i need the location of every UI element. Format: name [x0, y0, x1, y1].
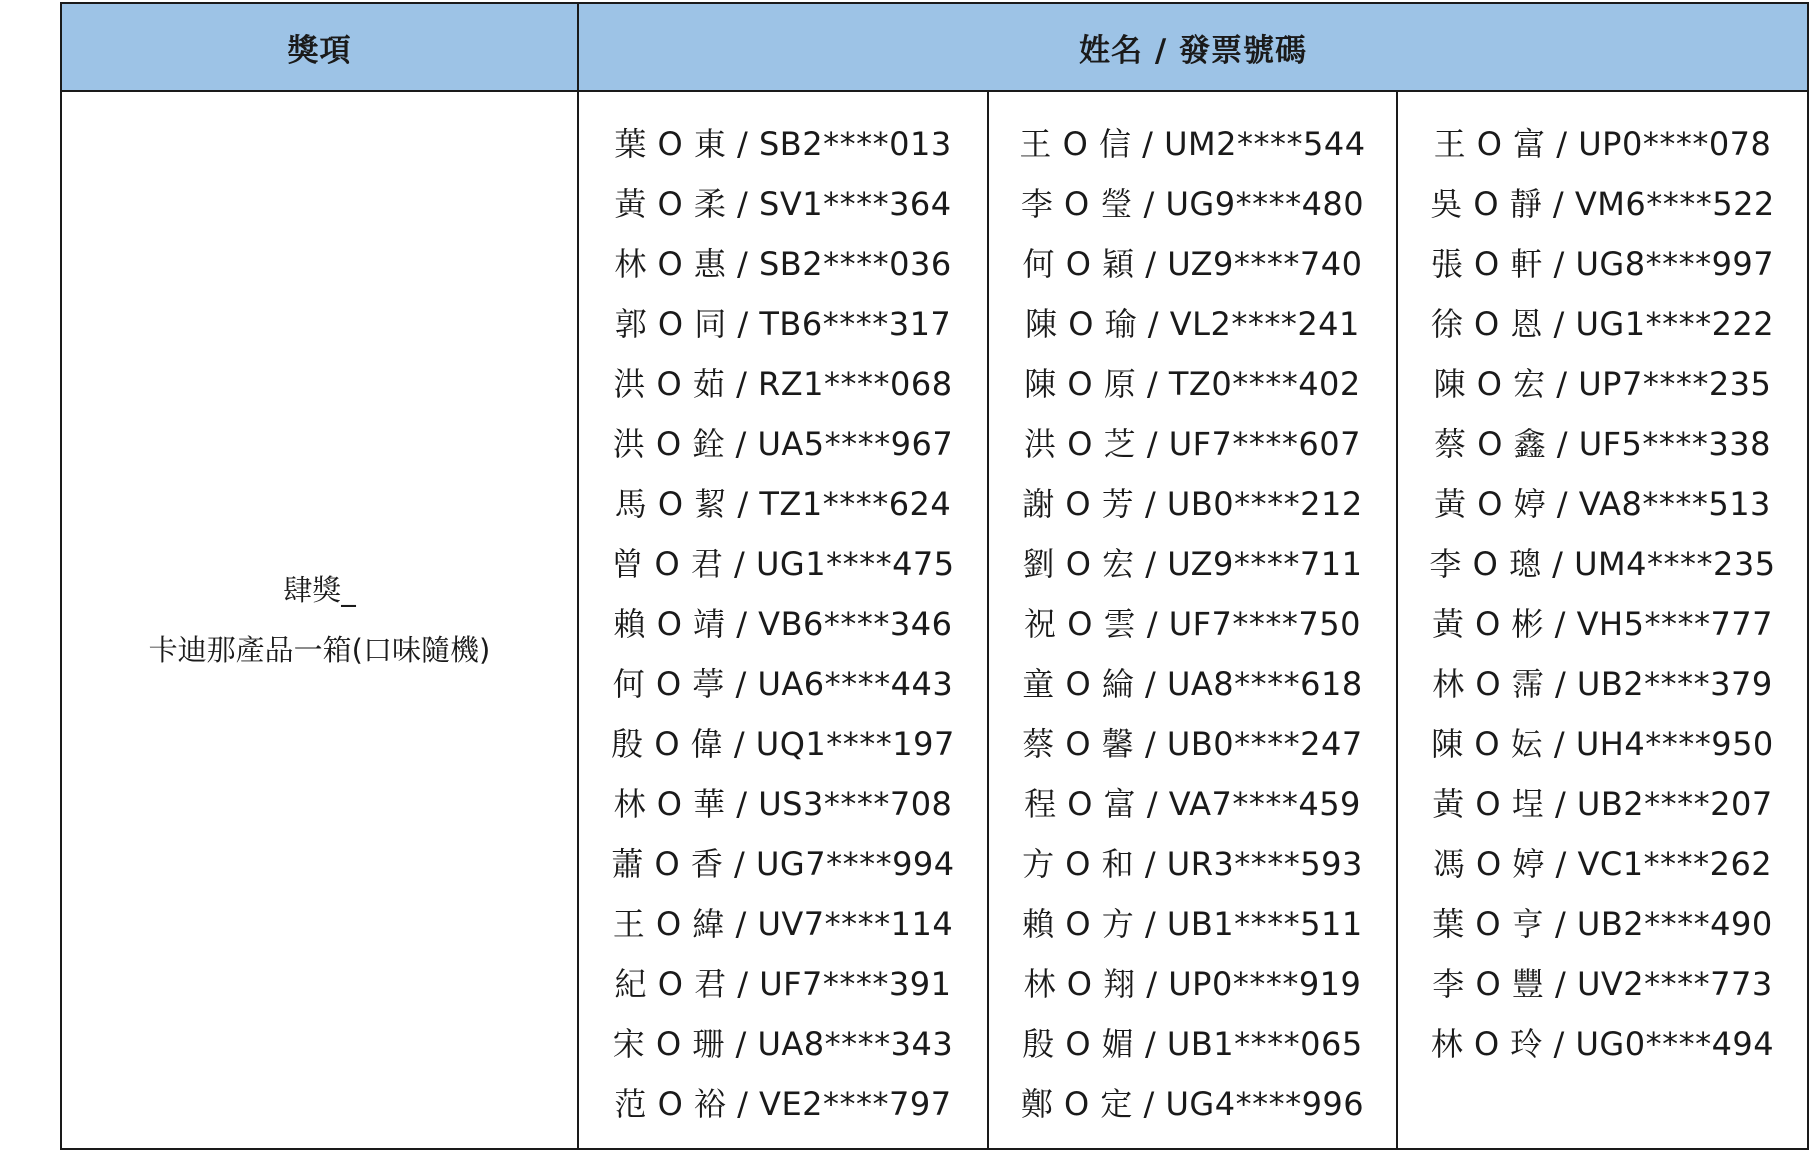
- winner-column-1: [579, 92, 989, 1148]
- winner-entry: 蔡 O 鑫 / UF5****338: [1434, 425, 1771, 463]
- winner-entry: 陳 O 瑜 / VL2****241: [1025, 305, 1360, 343]
- header-winners: 姓名 / 發票號碼: [1079, 32, 1307, 69]
- winner-entry: 馬 O 絜 / TZ1****624: [614, 485, 952, 523]
- winner-entry: 洪 O 茹 / RZ1****068: [613, 365, 953, 403]
- winner-entry: 程 O 富 / VA7****459: [1024, 785, 1361, 823]
- winner-entry: 林 O 霈 / UB2****379: [1432, 665, 1773, 703]
- winner-entry: 祝 O 雲 / UF7****750: [1024, 605, 1361, 643]
- winner-entry: 陳 O 宏 / UP7****235: [1433, 365, 1772, 403]
- winner-entry: 洪 O 芝 / UF7****607: [1024, 425, 1361, 463]
- winner-entry: 林 O 華 / US3****708: [613, 785, 953, 823]
- winner-entry: 何 O 穎 / UZ9****740: [1022, 245, 1363, 283]
- winner-entry: 宋 O 珊 / UA8****343: [612, 1025, 954, 1063]
- winner-entry: 童 O 綸 / UA8****618: [1022, 665, 1363, 703]
- winner-entry: 王 O 緯 / UV7****114: [612, 905, 954, 943]
- winner-entry: 鄭 O 定 / UG4****996: [1020, 1085, 1365, 1123]
- winner-entry: 蕭 O 香 / UG7****994: [611, 845, 955, 883]
- prize-description: 卡迪那產品一箱(口味隨機): [148, 633, 491, 667]
- winner-entry: 蔡 O 馨 / UB0****247: [1022, 725, 1363, 763]
- winner-entry: 李 O 璁 / UM4****235: [1429, 545, 1776, 583]
- winner-entry: 洪 O 銓 / UA5****967: [612, 425, 954, 463]
- winner-entry: 范 O 裕 / VE2****797: [614, 1085, 952, 1123]
- winner-entry: 謝 O 芳 / UB0****212: [1022, 485, 1363, 523]
- winner-entry: 黃 O 埕 / UB2****207: [1432, 785, 1773, 823]
- winner-entry: 賴 O 方 / UB1****511: [1022, 905, 1363, 943]
- winner-entry: 林 O 翔 / UP0****919: [1023, 965, 1362, 1003]
- winner-entry: 馮 O 婷 / VC1****262: [1432, 845, 1773, 883]
- winner-entry: 王 O 信 / UM2****544: [1019, 125, 1366, 163]
- winner-entry: 何 O 葶 / UA6****443: [612, 665, 954, 703]
- winner-entry: 殷 O 偉 / UQ1****197: [611, 725, 955, 763]
- winner-entry: 陳 O 原 / TZ0****402: [1024, 365, 1361, 403]
- table-body: [62, 92, 1807, 1148]
- winner-entry: 王 O 富 / UP0****078: [1433, 125, 1772, 163]
- winner-entry: 林 O 惠 / SB2****036: [614, 245, 952, 283]
- winner-entry: 李 O 瑩 / UG9****480: [1020, 185, 1365, 223]
- winner-entry: 黃 O 婷 / VA8****513: [1434, 485, 1771, 523]
- winner-entry: 葉 O 亨 / UB2****490: [1432, 905, 1773, 943]
- winner-entry: 殷 O 媚 / UB1****065: [1022, 1025, 1363, 1063]
- winner-entry: 黃 O 柔 / SV1****364: [614, 185, 952, 223]
- winner-entry: 黃 O 彬 / VH5****777: [1431, 605, 1774, 643]
- winner-entry: 葉 O 東 / SB2****013: [614, 125, 952, 163]
- winner-entry: 李 O 豐 / UV2****773: [1432, 965, 1773, 1003]
- table-header: [62, 4, 1807, 92]
- winner-entry: 郭 O 同 / TB6****317: [614, 305, 952, 343]
- winner-entry: 紀 O 君 / UF7****391: [614, 965, 952, 1003]
- winner-entry: 張 O 軒 / UG8****997: [1430, 245, 1775, 283]
- winner-entry: 吳 O 靜 / VM6****522: [1430, 185, 1775, 223]
- winner-entry: 方 O 和 / UR3****593: [1022, 845, 1363, 883]
- winner-entry: 賴 O 靖 / VB6****346: [613, 605, 953, 643]
- winner-entry: 劉 O 宏 / UZ9****711: [1022, 545, 1363, 583]
- winner-entry: 徐 O 恩 / UG1****222: [1430, 305, 1775, 343]
- winner-column-3: [1398, 92, 1807, 1148]
- winner-column-2: [989, 92, 1398, 1148]
- header-prize: 獎項: [62, 4, 579, 90]
- winner-entry: 林 O 玲 / UG0****494: [1430, 1025, 1775, 1063]
- prize-title: 肆獎_: [283, 573, 356, 607]
- prize-winners-table: [60, 2, 1809, 1150]
- winner-entry: 曾 O 君 / UG1****475: [611, 545, 955, 583]
- winner-entry: 陳 O 妘 / UH4****950: [1431, 725, 1774, 763]
- prize-cell: [62, 92, 579, 1148]
